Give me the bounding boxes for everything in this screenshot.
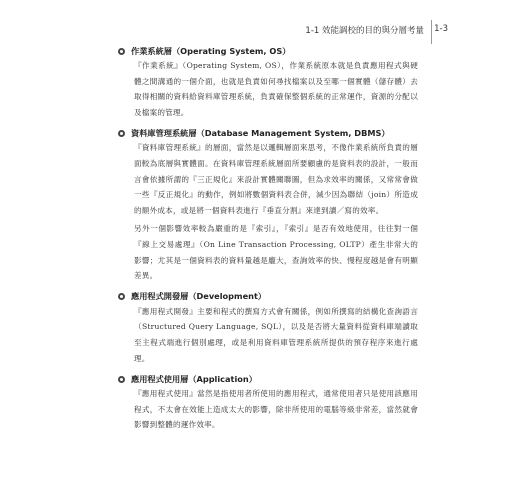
section-heading-text: 應用程式開發層（Development） <box>131 291 267 302</box>
section-heading <box>118 372 418 386</box>
section-paragraph: 另外一個影響效率較為嚴重的是『索引』，『索引』是否有效地使用，往往對一個『線上交易處理』（On Line Transaction Processing, OLTP）產生非常大的影響；尤其是一個資料表的資料量越是龐大，查詢效率的快、慢程度越是會有明顯差異。 <box>134 224 418 281</box>
section-heading-text: 資料庫管理系統層（Database Management System, DBMS） <box>131 127 390 138</box>
page-number: 1-3 <box>434 24 448 34</box>
section-paragraph: 『應用程式開發』主要和程式的撰寫方式會有關係，例如所撰寫的結構化查詢語言（Structured Query Language, SQL），以及是否將大量資料從資料庫端讀取至主程式端進行個別處理，或是利用資料庫管理系統所提供的預存程序來進行處理。 <box>134 306 418 363</box>
page-header <box>0 20 520 40</box>
bullet-icon <box>118 376 125 383</box>
section-heading <box>118 290 418 304</box>
section-heading <box>118 126 418 140</box>
section-heading <box>118 44 418 58</box>
section-paragraph: 『應用程式使用』當然是指使用者所使用的應用程式，通常使用者只是使用該應用程式，不太會在效能上造成太大的影響，除非所使用的電腦等級非常差，當然就會影響到整體的運作效率。 <box>134 389 418 430</box>
header-divider <box>431 20 432 44</box>
page-body <box>128 44 418 439</box>
chapter-title: 1-1 效能調校的目的與分層考量 <box>305 26 424 36</box>
bullet-icon <box>118 130 125 137</box>
section-application <box>128 372 418 433</box>
section-dbms <box>128 126 418 283</box>
section-development <box>128 290 418 366</box>
section-paragraph: 『作業系統』（Operating System, OS），作業系統原本就是負責應用程式與硬體之間溝通的一個介面，也就是負責如何尋找檔案以及至哪一個實體（儲存體）去取得相關的資料給資料庫管理系統，負責確保整個系統的正常運作，資源的分配以及檔案的管理。 <box>134 61 418 117</box>
section-heading-text: 應用程式使用層（Application） <box>131 373 257 384</box>
section-heading-text: 作業系統層（Operating System, OS） <box>131 45 291 56</box>
section-paragraph: 『資料庫管理系統』的層面，當然是以邏輯層面來思考，不像作業系統所負責的層面較為底層與實體面。在資料庫管理系統層面所要顧慮的是資料表的設計，一般而言會依據所謂的『三正規化』來設計實體關聯圖，但為求效率的關係，又常常會做一些『反正規化』的動作，例如將數個資料表合併，減少因為聯結（join）所造成的額外成本，或是將一個資料表進行『垂直分割』來達到讀／寫的效率。 <box>134 143 418 215</box>
bullet-icon <box>118 293 125 300</box>
bullet-icon <box>118 48 125 55</box>
section-os <box>128 44 418 120</box>
